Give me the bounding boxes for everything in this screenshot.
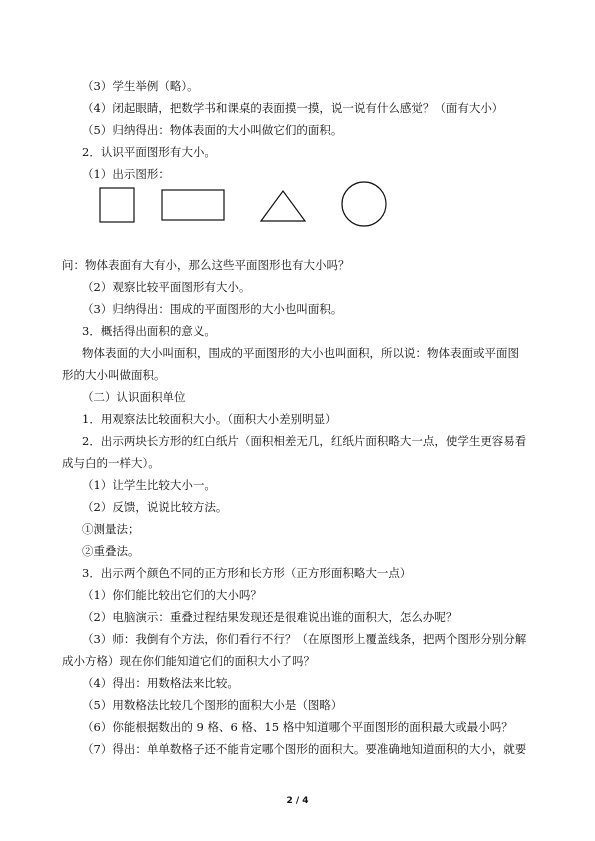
square-shape xyxy=(100,188,134,222)
text-line: （4）闭起眼睛，把数学书和课桌的表面摸一摸，说一说有什么感觉？（面有大小） xyxy=(82,101,504,115)
text-line: ①测量法； xyxy=(82,522,140,536)
text-line: （7）得出：单单数格子还不能肯定哪个图形的面积大。要准确地知道面积的大小，就要 xyxy=(82,742,527,756)
text-line: （2）观察比较平面图形有大小。 xyxy=(82,280,251,294)
text-line: 2．认识平面图形有大小。 xyxy=(82,145,216,159)
text-line: 3．概括得出面积的意义。 xyxy=(82,324,216,338)
text-line: （4）得出：用数格法来比较。 xyxy=(82,676,239,690)
page-number: 2 / 4 xyxy=(286,796,309,806)
text-line: （5）归纳得出：物体表面的大小叫做它们的面积。 xyxy=(82,123,343,137)
text-line: 成小方格）现在你们能知道它们的面积大小了吗？ xyxy=(62,654,315,668)
triangle-shape xyxy=(261,191,305,221)
text-line: （3）学生举例（略）。 xyxy=(82,79,199,93)
text-line: 物体表面的大小叫面积，围成的平面图形的大小也叫面积，所以说：物体表面或平面图 xyxy=(82,346,519,360)
text-line: 1．用观察法比较面积大小。（面积大小差别明显） xyxy=(82,412,337,426)
rectangle-shape xyxy=(162,190,224,220)
text-line: （2）电脑演示：重叠过程结果发现还是很难说出谁的面积大，怎么办呢？ xyxy=(82,610,458,624)
text-line: （1）你们能比较出它们的大小吗？ xyxy=(82,588,262,602)
text-line: 3．出示两个颜色不同的正方形和长方形（正方形面积略大一点） xyxy=(82,566,412,580)
text-line: ②重叠法。 xyxy=(82,544,140,558)
text-line: （6）你能根据数出的 9 格、6 格、15 格中知道哪个平面图形的面积最大或最小吗？ xyxy=(82,720,513,734)
circle-shape xyxy=(342,182,386,226)
text-line: 问：物体表面有大有小，那么这些平面图形也有大小吗？ xyxy=(62,258,350,272)
text-line: 成与白的一样大）。 xyxy=(62,456,160,470)
text-line: （3）师：我倒有个方法，你们看行不行？（在原图形上覆盖线条，把两个图形分别分解 xyxy=(82,632,527,646)
text-line: （3）归纳得出：围成的平面图形的大小也叫面积。 xyxy=(82,302,343,316)
text-line: （5）用数格法比较几个图形的面积大小是（图略） xyxy=(82,698,343,712)
section-heading: （二）认识面积单位 xyxy=(82,390,186,404)
geometric-shapes-figure xyxy=(95,180,395,230)
text-line: （2）反馈，说说比较方法。 xyxy=(82,500,228,514)
text-line: 2．出示两块长方形的红白纸片（面积相差无几，红纸片面积略大一点，使学生更容易看 xyxy=(82,434,527,448)
text-line: 形的大小叫做面积。 xyxy=(62,368,166,382)
text-line: （1）出示图形： xyxy=(82,167,170,181)
text-line: （1）让学生比较大小一。 xyxy=(82,478,216,492)
